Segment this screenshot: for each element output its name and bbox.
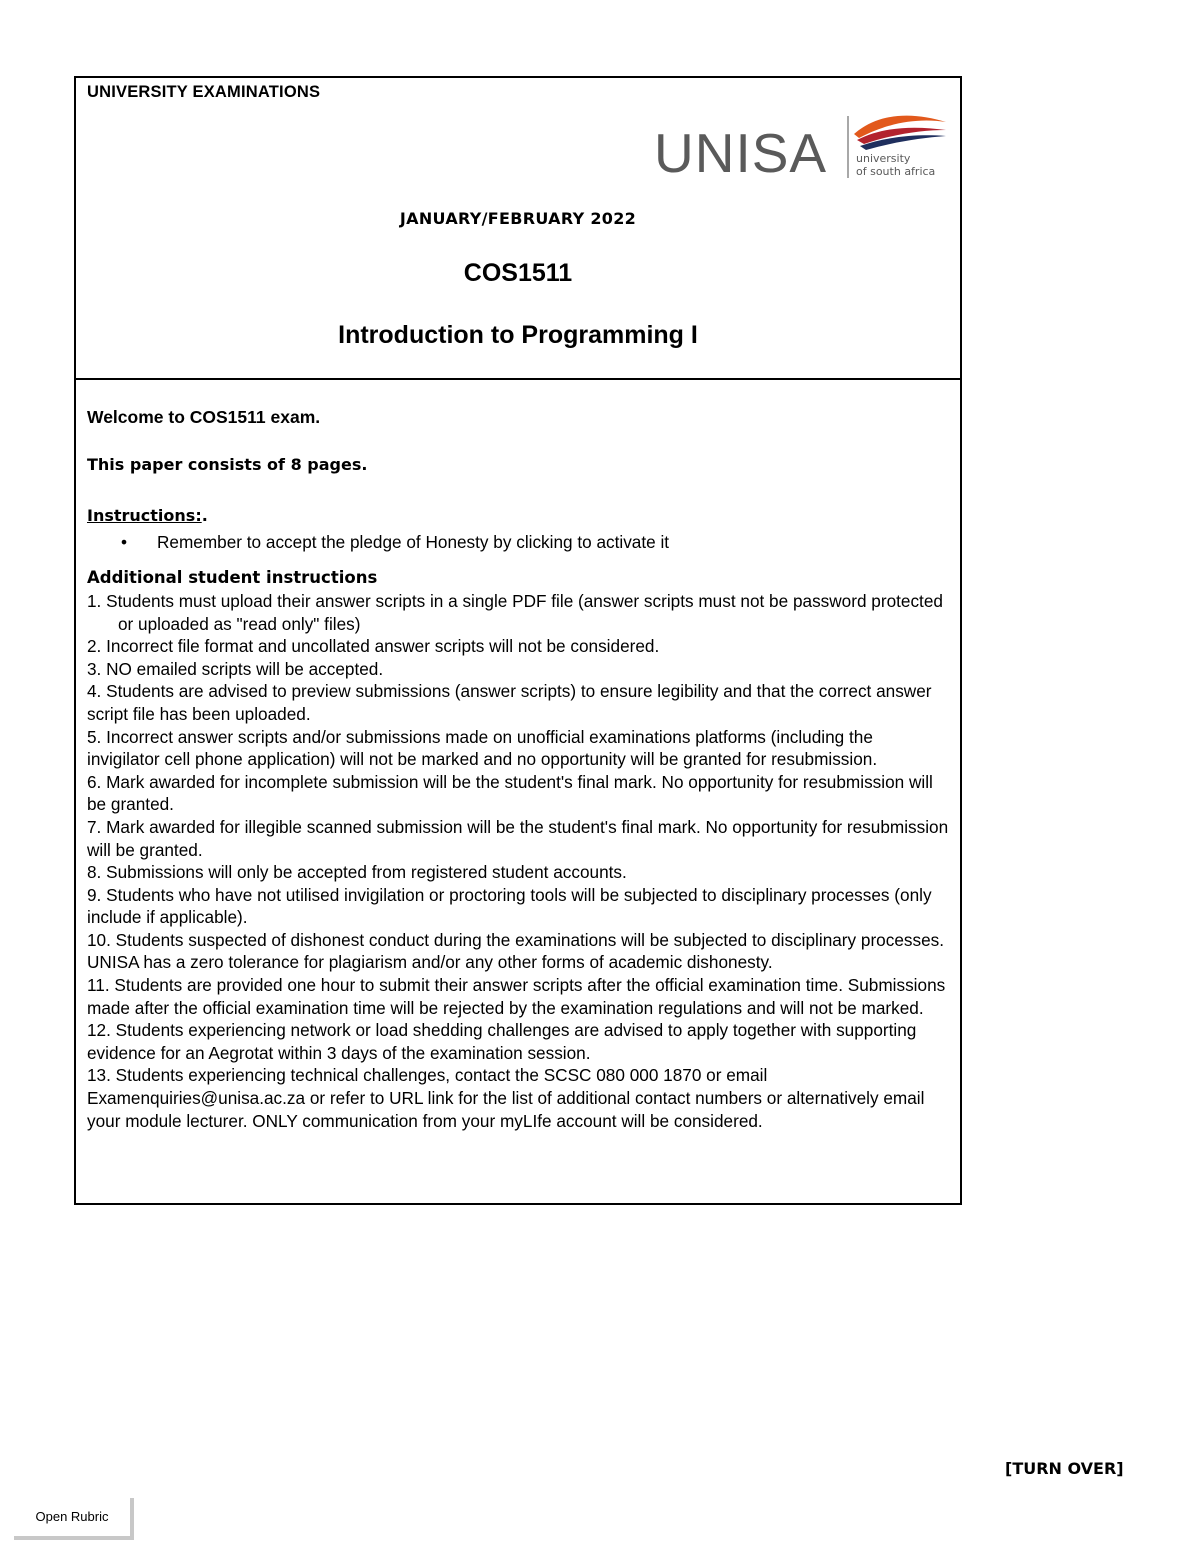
org-label: UNIVERSITY EXAMINATIONS xyxy=(87,83,321,101)
logo-tagline-1: university xyxy=(856,152,911,165)
additional-instruction-12: 12. Students experiencing network or load shedding challenges are advised to apply together with supporting evidence for an Aegrotat within 3 days of the examination session. xyxy=(87,1020,917,1063)
cover-header xyxy=(76,78,960,380)
unisa-logo xyxy=(654,112,950,184)
additional-instruction-1: 1. Students must upload their answer scripts in a single PDF file (answer scripts must not be password protected or uploaded as "read only" files) xyxy=(87,590,943,634)
course-code: COS1511 xyxy=(463,259,573,287)
instructions-heading xyxy=(87,505,950,528)
welcome-text: Welcome to COS1511 exam. xyxy=(87,407,321,427)
turn-over-label: [TURN OVER] xyxy=(1005,1459,1124,1478)
course-title: Introduction to Programming I xyxy=(338,321,698,349)
additional-instruction-8: 8. Submissions will only be accepted from registered student accounts. xyxy=(87,862,627,883)
additional-instruction-4: 4. Students are advised to preview submissions (answer scripts) to ensure legibility and that the correct answer script file has been uploaded. xyxy=(87,681,932,724)
instruction-bullet-item xyxy=(87,531,950,554)
instruction-bullet-text: Remember to accept the pledge of Honesty by clicking to activate it xyxy=(157,531,670,552)
exam-session: JANUARY/FEBRUARY 2022 xyxy=(399,209,637,228)
additional-instruction-11: 11. Students are provided one hour to submit their answer scripts after the official examination time. Submissions made after the official examination time will be rejected by the examination regulations and will not be marked. xyxy=(87,975,946,1018)
additional-instruction-10: 10. Students suspected of dishonest conduct during the examinations will be subjected to disciplinary processes. UNISA has a zero tolerance for plagiarism and/or any other forms of academic dishonesty. xyxy=(87,929,945,973)
logo-wordmark: UNISA xyxy=(654,122,828,184)
cover-body xyxy=(76,380,960,1203)
logo-tagline-2: of south africa xyxy=(856,165,936,178)
instructions-heading-suffix: . xyxy=(201,506,208,526)
open-rubric-button[interactable]: Open Rubric xyxy=(14,1498,134,1540)
additional-instruction-6: 6. Mark awarded for incomplete submission will be the student's final mark. No opportunity for resubmission will be granted. xyxy=(87,771,933,815)
bullet-icon: • xyxy=(121,531,128,552)
logo-swoosh-orange xyxy=(854,116,946,138)
additional-instruction-9: 9. Students who have not utilised invigilation or proctoring tools will be subjected to disciplinary processes (only include if applicable). xyxy=(87,884,932,928)
additional-instruction-3: 3. NO emailed scripts will be accepted. xyxy=(87,658,384,679)
page-count-note: This paper consists of 8 pages. xyxy=(87,454,368,474)
additional-instructions-heading: Additional student instructions xyxy=(87,568,378,588)
additional-instruction-2: 2. Incorrect file format and uncollated answer scripts will not be considered. xyxy=(87,636,660,657)
additional-instruction-7: 7. Mark awarded for illegible scanned submission will be the student's final mark. No opportunity for resubmission will be granted. xyxy=(87,816,949,860)
exam-cover-frame xyxy=(74,76,962,1205)
instructions-heading-label: Instructions: xyxy=(87,506,202,526)
additional-instruction-13: 13. Students experiencing technical challenges, contact the SCSC 080 000 1870 or email Examenquiries@unisa.ac.za or refer to URL link for the list of additional contact numbers or alternatively email your module lecturer. ONLY communication from your myLIfe account will be considered. xyxy=(87,1065,925,1131)
additional-instruction-5: 5. Incorrect answer scripts and/or submissions made on unofficial examinations platforms (including the invigilator cell phone application) will not be marked and no opportunity will be granted for resubmission. xyxy=(87,726,878,770)
